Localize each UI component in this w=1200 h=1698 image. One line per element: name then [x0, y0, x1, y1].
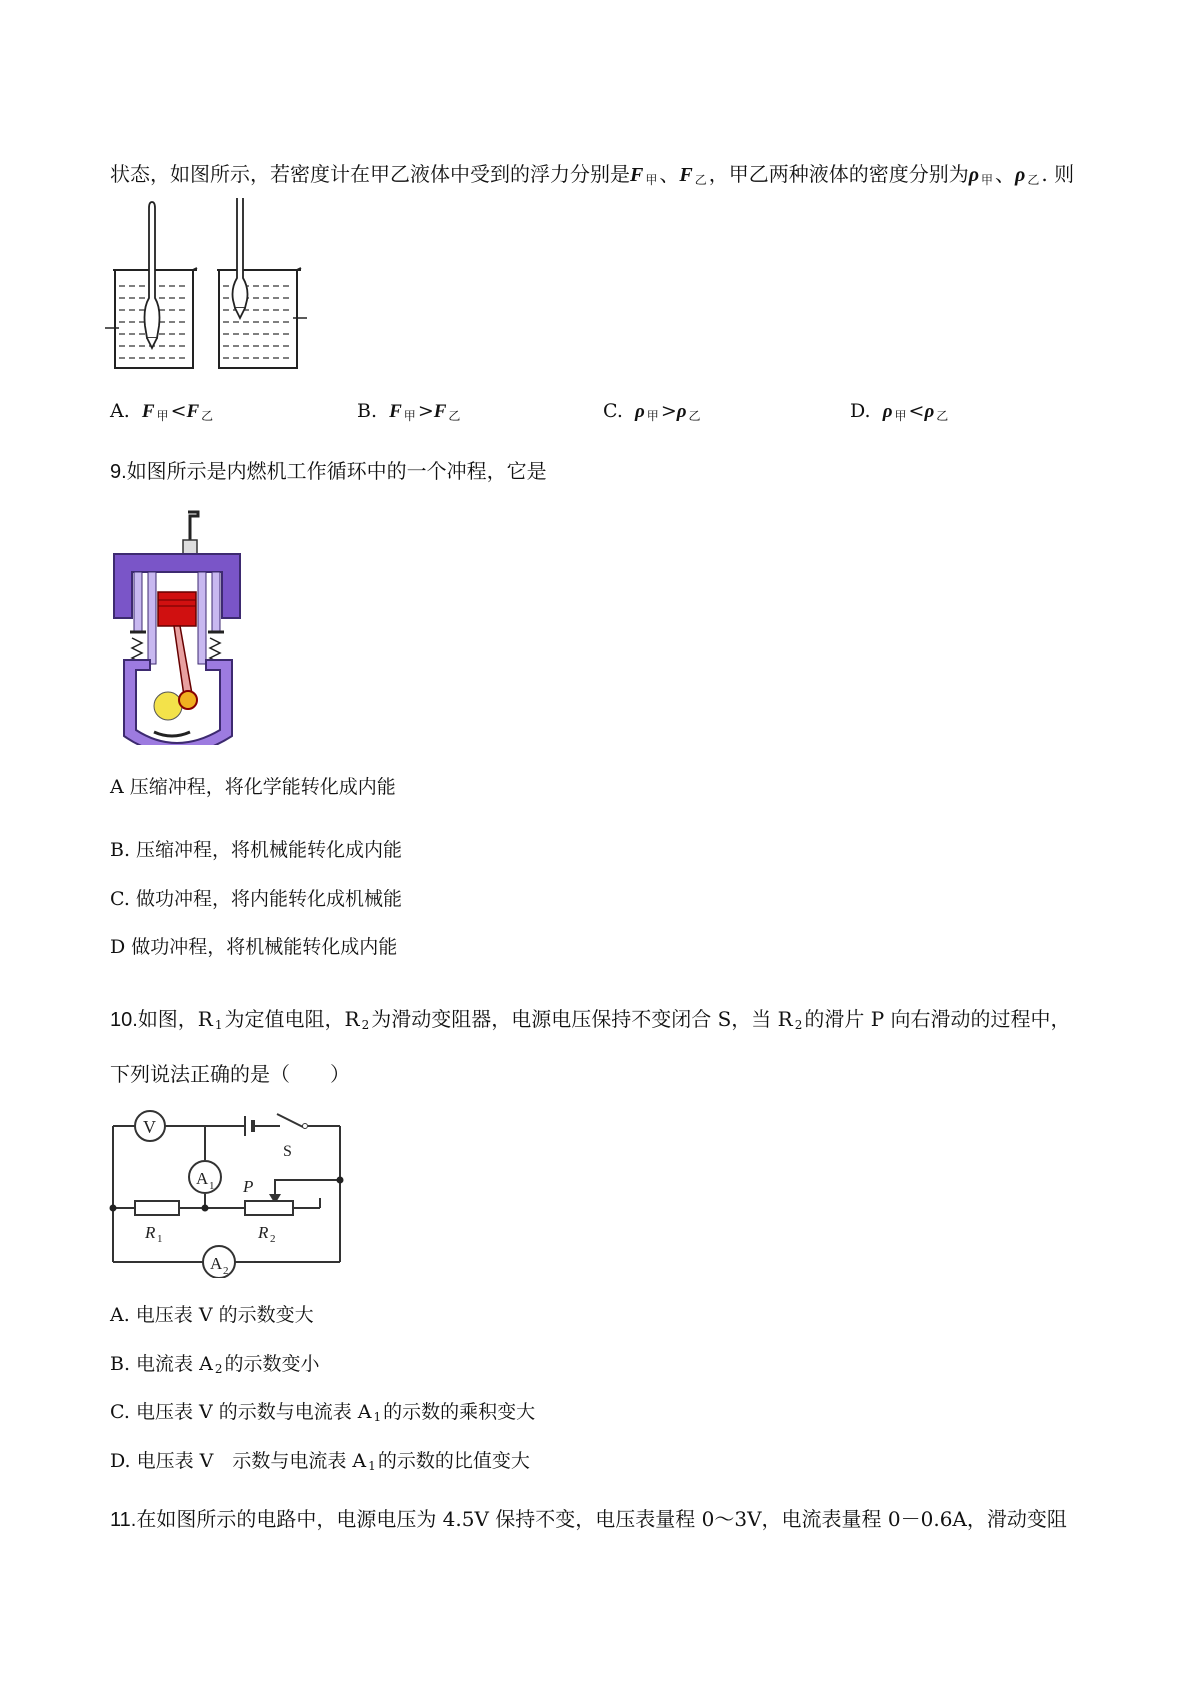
ammeter-a2-label: A	[210, 1254, 223, 1273]
q9-option-d[interactable]: D 做功冲程，将机械能转化成内能	[110, 936, 398, 958]
r1-label: R	[145, 1223, 156, 1242]
r2-subscript: 2	[270, 1233, 276, 1245]
q10-option-c[interactable]: C. 电压表 V 的示数与电流表 A 1 的示数的乘积变大	[110, 1401, 536, 1424]
engine-stroke-figure	[110, 510, 245, 745]
q8-option-b[interactable]: B. F 甲 >F 乙	[357, 400, 461, 423]
q9-stem: 9.如图所示是内燃机工作循环中的一个冲程，它是	[110, 459, 547, 483]
voltmeter-label: V	[143, 1117, 156, 1137]
q10-option-b[interactable]: B. 电流表 A 2 的示数变小	[110, 1353, 320, 1376]
q8-option-d[interactable]: D. ρ 甲 <ρ 乙	[850, 400, 949, 423]
q8-option-a[interactable]: A. F 甲 <F 乙	[110, 400, 214, 423]
q9-option-c[interactable]: C. 做功冲程，将内能转化成机械能	[110, 888, 402, 910]
circuit-diagram	[105, 1098, 355, 1278]
hydrometer-figure	[105, 198, 315, 373]
q9-option-a[interactable]: A 压缩冲程，将化学能转化成内能	[110, 776, 396, 798]
q8-option-c[interactable]: C. ρ 甲 >ρ 乙	[603, 400, 701, 423]
q10-stem-line2: 下列说法正确的是（ ）	[110, 1062, 350, 1086]
q8-stem: 状态，如图所示，若密度计在甲乙液体中受到的浮力分别是F 甲 、F 乙 ，甲乙两种液体的密度分别为ρ 甲 、ρ 乙 . 则	[110, 162, 1075, 187]
switch-label: S	[283, 1143, 292, 1160]
q9-option-b[interactable]: B. 压缩冲程，将机械能转化成内能	[110, 839, 403, 861]
slider-label: P	[243, 1177, 254, 1196]
r2-label: R	[258, 1223, 269, 1242]
ammeter-a1-subscript: 1	[209, 1180, 215, 1192]
q10-stem: 10.如图，R 1 为定值电阻，R 2 为滑动变阻器，电源电压保持不变闭合 S，当 R 2 的滑片 P 向右滑动的过程中，	[110, 1007, 1071, 1032]
q10-option-d[interactable]: D. 电压表 V 示数与电流表 A 1 的示数的比值变大	[110, 1450, 530, 1473]
ammeter-a2-subscript: 2	[223, 1265, 229, 1277]
ammeter-a1-label: A	[196, 1169, 209, 1188]
q11-stem: 11.在如图所示的电路中，电源电压为 4.5V 保持不变，电压表量程 0～3V，电流表量程 0－0.6A，滑动变阻	[110, 1507, 1067, 1531]
q10-option-a[interactable]: A. 电压表 V 的示数变大	[110, 1304, 314, 1326]
r1-subscript: 1	[157, 1233, 163, 1245]
